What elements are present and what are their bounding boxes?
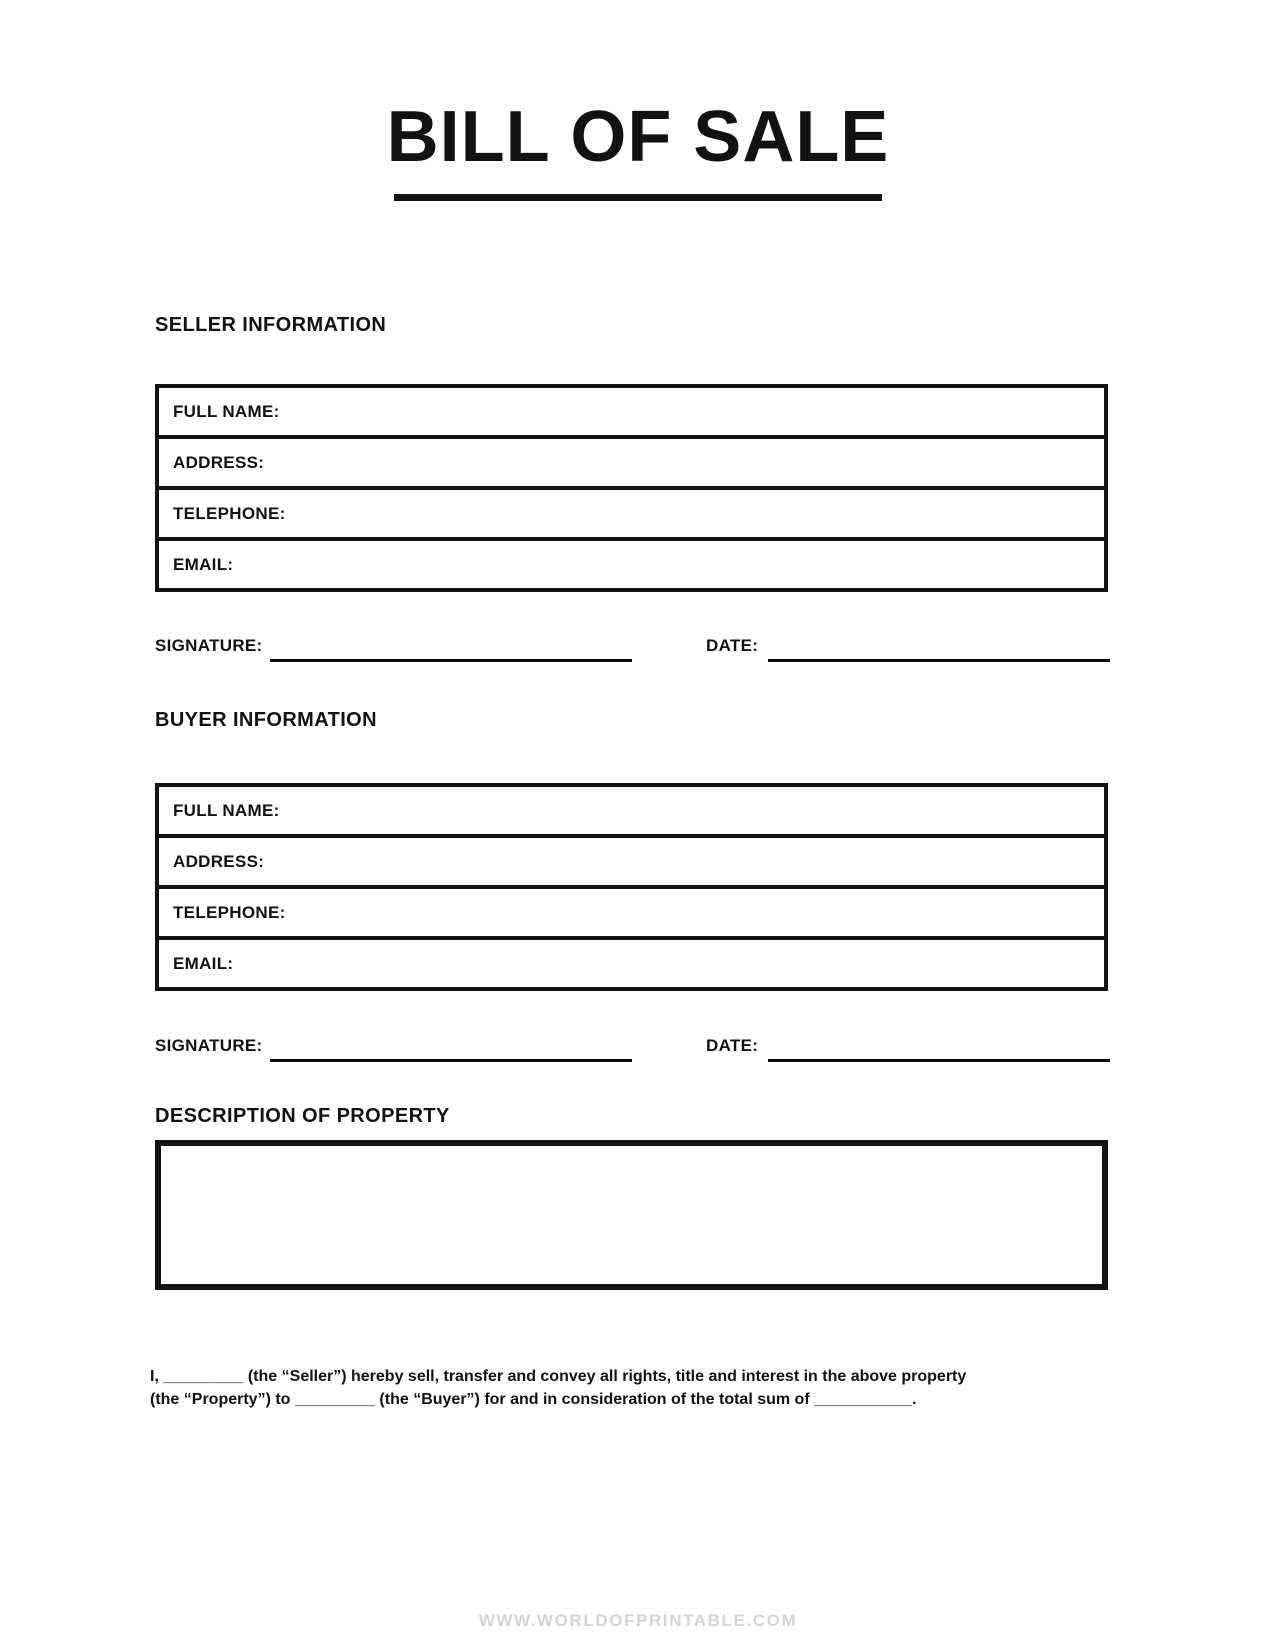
- buyer-telephone-label: TELEPHONE:: [173, 902, 286, 922]
- seller-date-line[interactable]: [768, 635, 1110, 662]
- seller-signature-label: SIGNATURE:: [155, 636, 263, 655]
- page-title: BILL OF SALE: [386, 97, 890, 177]
- legal-statement-line-1: I, _________ (the “Seller”) hereby sell, transfer and convey all rights, title and interest in the above property: [150, 1368, 967, 1385]
- seller-signature-line[interactable]: [270, 635, 632, 662]
- buyer-signature-label: SIGNATURE:: [155, 1036, 263, 1055]
- buyer-full-name-input-area[interactable]: [280, 787, 1104, 834]
- seller-full-name-label: FULL NAME:: [173, 401, 280, 421]
- buyer-address-label: ADDRESS:: [173, 851, 265, 871]
- property-section-heading: DESCRIPTION OF PROPERTY: [155, 1105, 450, 1127]
- buyer-address-input-area[interactable]: [264, 838, 1104, 885]
- seller-email-label: EMAIL:: [173, 554, 234, 574]
- buyer-address-row: [155, 834, 1108, 889]
- buyer-signature-line[interactable]: [270, 1035, 632, 1062]
- buyer-date-line[interactable]: [768, 1035, 1110, 1062]
- seller-telephone-label: TELEPHONE:: [173, 503, 286, 523]
- legal-statement-line-2: (the “Property”) to _________ (the “Buyer”) for and in consideration of the total sum of ___________.: [150, 1391, 917, 1408]
- seller-full-name-input-area[interactable]: [280, 388, 1104, 435]
- footer-website-text: WWW.WORLDOFPRINTABLE.COM: [478, 1611, 798, 1630]
- seller-date-label: DATE:: [706, 636, 759, 655]
- seller-email-input-area[interactable]: [233, 541, 1104, 588]
- buyer-date-label: DATE:: [706, 1036, 759, 1055]
- legal-statement: [150, 1365, 1110, 1411]
- buyer-email-input-area[interactable]: [233, 940, 1104, 987]
- buyer-email-label: EMAIL:: [173, 953, 234, 973]
- buyer-full-name-label: FULL NAME:: [173, 800, 280, 820]
- seller-address-input-area[interactable]: [264, 439, 1104, 486]
- seller-telephone-input-area[interactable]: [286, 490, 1104, 537]
- seller-address-row: [155, 435, 1108, 490]
- buyer-section-heading: BUYER INFORMATION: [155, 709, 377, 731]
- buyer-full-name-row: [155, 783, 1108, 838]
- buyer-telephone-row: [155, 885, 1108, 940]
- buyer-email-row: [155, 936, 1108, 991]
- seller-info-table: [155, 384, 1108, 592]
- title-underline-rule: [394, 194, 882, 201]
- buyer-signature-row: [155, 1033, 1108, 1067]
- seller-telephone-row: [155, 486, 1108, 541]
- seller-address-label: ADDRESS:: [173, 452, 265, 472]
- buyer-info-table: [155, 783, 1108, 991]
- property-description-box[interactable]: [155, 1140, 1108, 1290]
- seller-email-row: [155, 537, 1108, 592]
- seller-full-name-row: [155, 384, 1108, 439]
- buyer-telephone-input-area[interactable]: [286, 889, 1104, 936]
- seller-signature-row: [155, 633, 1108, 667]
- seller-section-heading: SELLER INFORMATION: [155, 314, 387, 336]
